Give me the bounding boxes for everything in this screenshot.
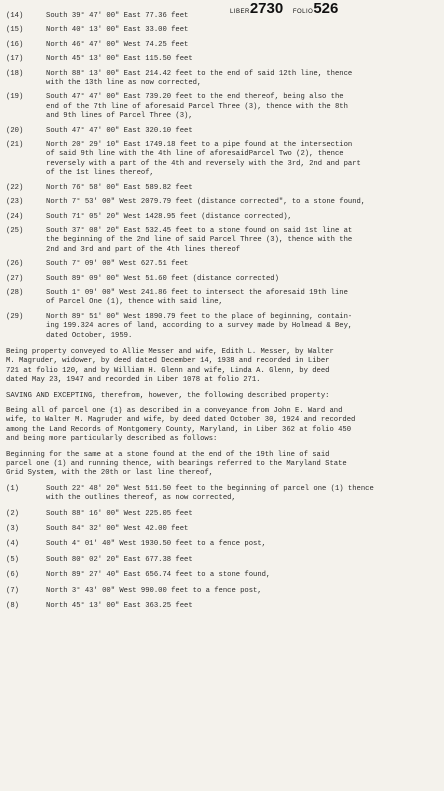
course-number: (5) <box>6 555 19 564</box>
parcel-description-paragraph: Being all of parcel one (1) as described in a conveyance from John E. Ward and wife, to Walter M. Magruder and wife, by deed dated October 30, 1924 and recorded among the Land Records of Montgomery County, Maryland, in Liber 362 at folio 450 and being more particularly described as follows: <box>6 407 356 444</box>
course-number: (2) <box>6 509 19 518</box>
course-description: South 47° 47' 00" East 320.10 feet <box>46 126 193 135</box>
course-item <box>0 198 444 207</box>
course-description: North 20° 29' 10" East 1749.18 feet to a pipe found at the intersection of said 9th line with the 4th line of aforesaidParcel Two (2), thence reversely with a part of the 4th and reversely with the 3rd, 2nd and part of the 1st lines thereof, <box>46 141 361 178</box>
beginning-paragraph: Beginning for the same at a stone found at the end of the 19th line of said parcel one (1) and running thence, with bearings referred to the Maryland State Grid System, with the 20th or last line thereof, <box>6 450 347 478</box>
course-description: North 88° 13' 00" East 214.42 feet to the end of said 12th line, thence with the 13th line as now corrected, <box>46 69 353 88</box>
course-item <box>0 485 444 504</box>
course-description: North 3° 43' 00" West 990.00 feet to a fence post, <box>46 586 262 595</box>
course-number: (14) <box>6 12 24 20</box>
course-number: (16) <box>6 40 24 49</box>
course-number: (24) <box>6 212 24 221</box>
course-item <box>0 556 444 565</box>
course-number: (18) <box>6 69 24 78</box>
course-item <box>0 93 444 121</box>
course-item <box>0 260 444 269</box>
course-number: (15) <box>6 26 24 35</box>
course-number: (22) <box>6 183 24 192</box>
course-description: South 22° 48' 20" West 511.50 feet to the beginning of parcel one (1) thence with the outlines thereof, as now corrected, <box>46 484 374 503</box>
deed-body <box>0 12 444 612</box>
saving-excepting-paragraph: SAVING AND EXCEPTING, therefrom, however, the following described property: <box>6 391 330 400</box>
course-description: South 89° 09' 00" West 51.60 feet (distance corrected) <box>46 274 279 283</box>
course-description: North 40° 13' 00" East 33.00 feet <box>46 26 189 35</box>
course-number: (26) <box>6 260 24 269</box>
course-item <box>0 127 444 136</box>
course-item <box>0 571 444 580</box>
liber-number: 2730 <box>249 0 284 17</box>
course-number: (17) <box>6 55 24 64</box>
course-item <box>0 587 444 596</box>
course-item <box>0 289 444 308</box>
course-number: (6) <box>6 571 19 580</box>
course-description: North 7° 53' 00" West 2079.79 feet (distance corrected", to a stone found, <box>46 198 366 207</box>
course-description: North 45° 13' 00" East 115.50 feet <box>46 55 193 64</box>
course-item <box>0 602 444 611</box>
course-description: South 80° 02' 20" East 677.38 feet <box>46 555 193 564</box>
course-item <box>0 525 444 534</box>
conveyance-paragraph: Being property conveyed to Allie Messer and wife, Edith L. Messer, by Walter M. Magruder, widower, by deed dated December 14, 1938 and recorded in Liber 721 at folio 120, and by William H. Glenn and wife, Linda A. Glenn, by deed dated May 23, 1947 and recorded in Liber 1078 at folio 271. <box>6 347 334 385</box>
course-number: (4) <box>6 540 19 549</box>
course-item <box>0 510 444 519</box>
course-description: South 88° 16' 00" West 225.05 feet <box>46 509 193 518</box>
course-description: North 45° 13' 00" East 363.25 feet <box>46 602 193 611</box>
course-description: North 89° 51' 00" West 1890.79 feet to the place of beginning, contain- ing 199.324 acres of land, according to a survey made by Holmead & Bey, dated October, 1959. <box>46 312 353 340</box>
course-description: North 76° 58' 00" East 589.82 feet <box>46 183 193 192</box>
course-item <box>0 55 444 64</box>
course-item <box>0 184 444 193</box>
course-number: (21) <box>6 141 24 150</box>
course-number: (28) <box>6 288 24 297</box>
course-number: (23) <box>6 198 24 207</box>
course-description: South 37° 08' 20" East 532.45 feet to a stone found on said 1st line at the beginning of the 2nd line of said Parcel Three (3), thence with the 2nd and 3rd and part of the 4th lines thereof <box>46 226 353 254</box>
course-description: South 39° 47' 00" East 77.36 feet <box>46 12 189 20</box>
course-item <box>0 540 444 549</box>
course-number: (27) <box>6 274 24 283</box>
liber-label: LIBER <box>230 9 250 15</box>
course-description: South 47° 47' 00" East 739.20 feet to the end thereof, being also the end of the 7th line of aforesaid Parcel Three (3), thence with the 8th and 9th lines of Parcel Three (3), <box>46 93 348 121</box>
course-description: South 7° 09' 00" West 627.51 feet <box>46 260 189 269</box>
course-number: (25) <box>6 226 24 235</box>
course-item <box>0 70 444 89</box>
course-item <box>0 12 444 21</box>
course-item <box>0 41 444 50</box>
course-description: South 84° 32' 00" West 42.00 feet <box>46 525 189 534</box>
course-description: South 71° 05' 20" West 1428.95 feet (distance corrected), <box>46 212 292 221</box>
folio-label: FOLIO <box>292 9 314 15</box>
course-number: (3) <box>6 525 19 534</box>
course-description: South 4° 01' 40" West 1930.50 feet to a fence post, <box>46 540 266 549</box>
course-item <box>0 227 444 255</box>
course-number: (1) <box>6 484 19 493</box>
course-item <box>0 26 444 35</box>
course-item <box>0 275 444 284</box>
course-item <box>0 313 444 341</box>
course-number: (19) <box>6 93 24 102</box>
course-number: (7) <box>6 586 19 595</box>
course-item <box>0 213 444 222</box>
course-number: (8) <box>6 602 19 611</box>
course-item <box>0 141 444 179</box>
course-number: (29) <box>6 312 24 321</box>
course-description: South 1° 09' 00" West 241.86 feet to intersect the aforesaid 19th line of Parcel One (1), thence with said line, <box>46 288 348 307</box>
course-number: (20) <box>6 126 24 135</box>
course-description: North 89° 27' 40" East 656.74 feet to a stone found, <box>46 571 271 580</box>
folio-number: 526 <box>313 0 339 17</box>
course-description: North 46° 47' 00" West 74.25 feet <box>46 40 189 49</box>
